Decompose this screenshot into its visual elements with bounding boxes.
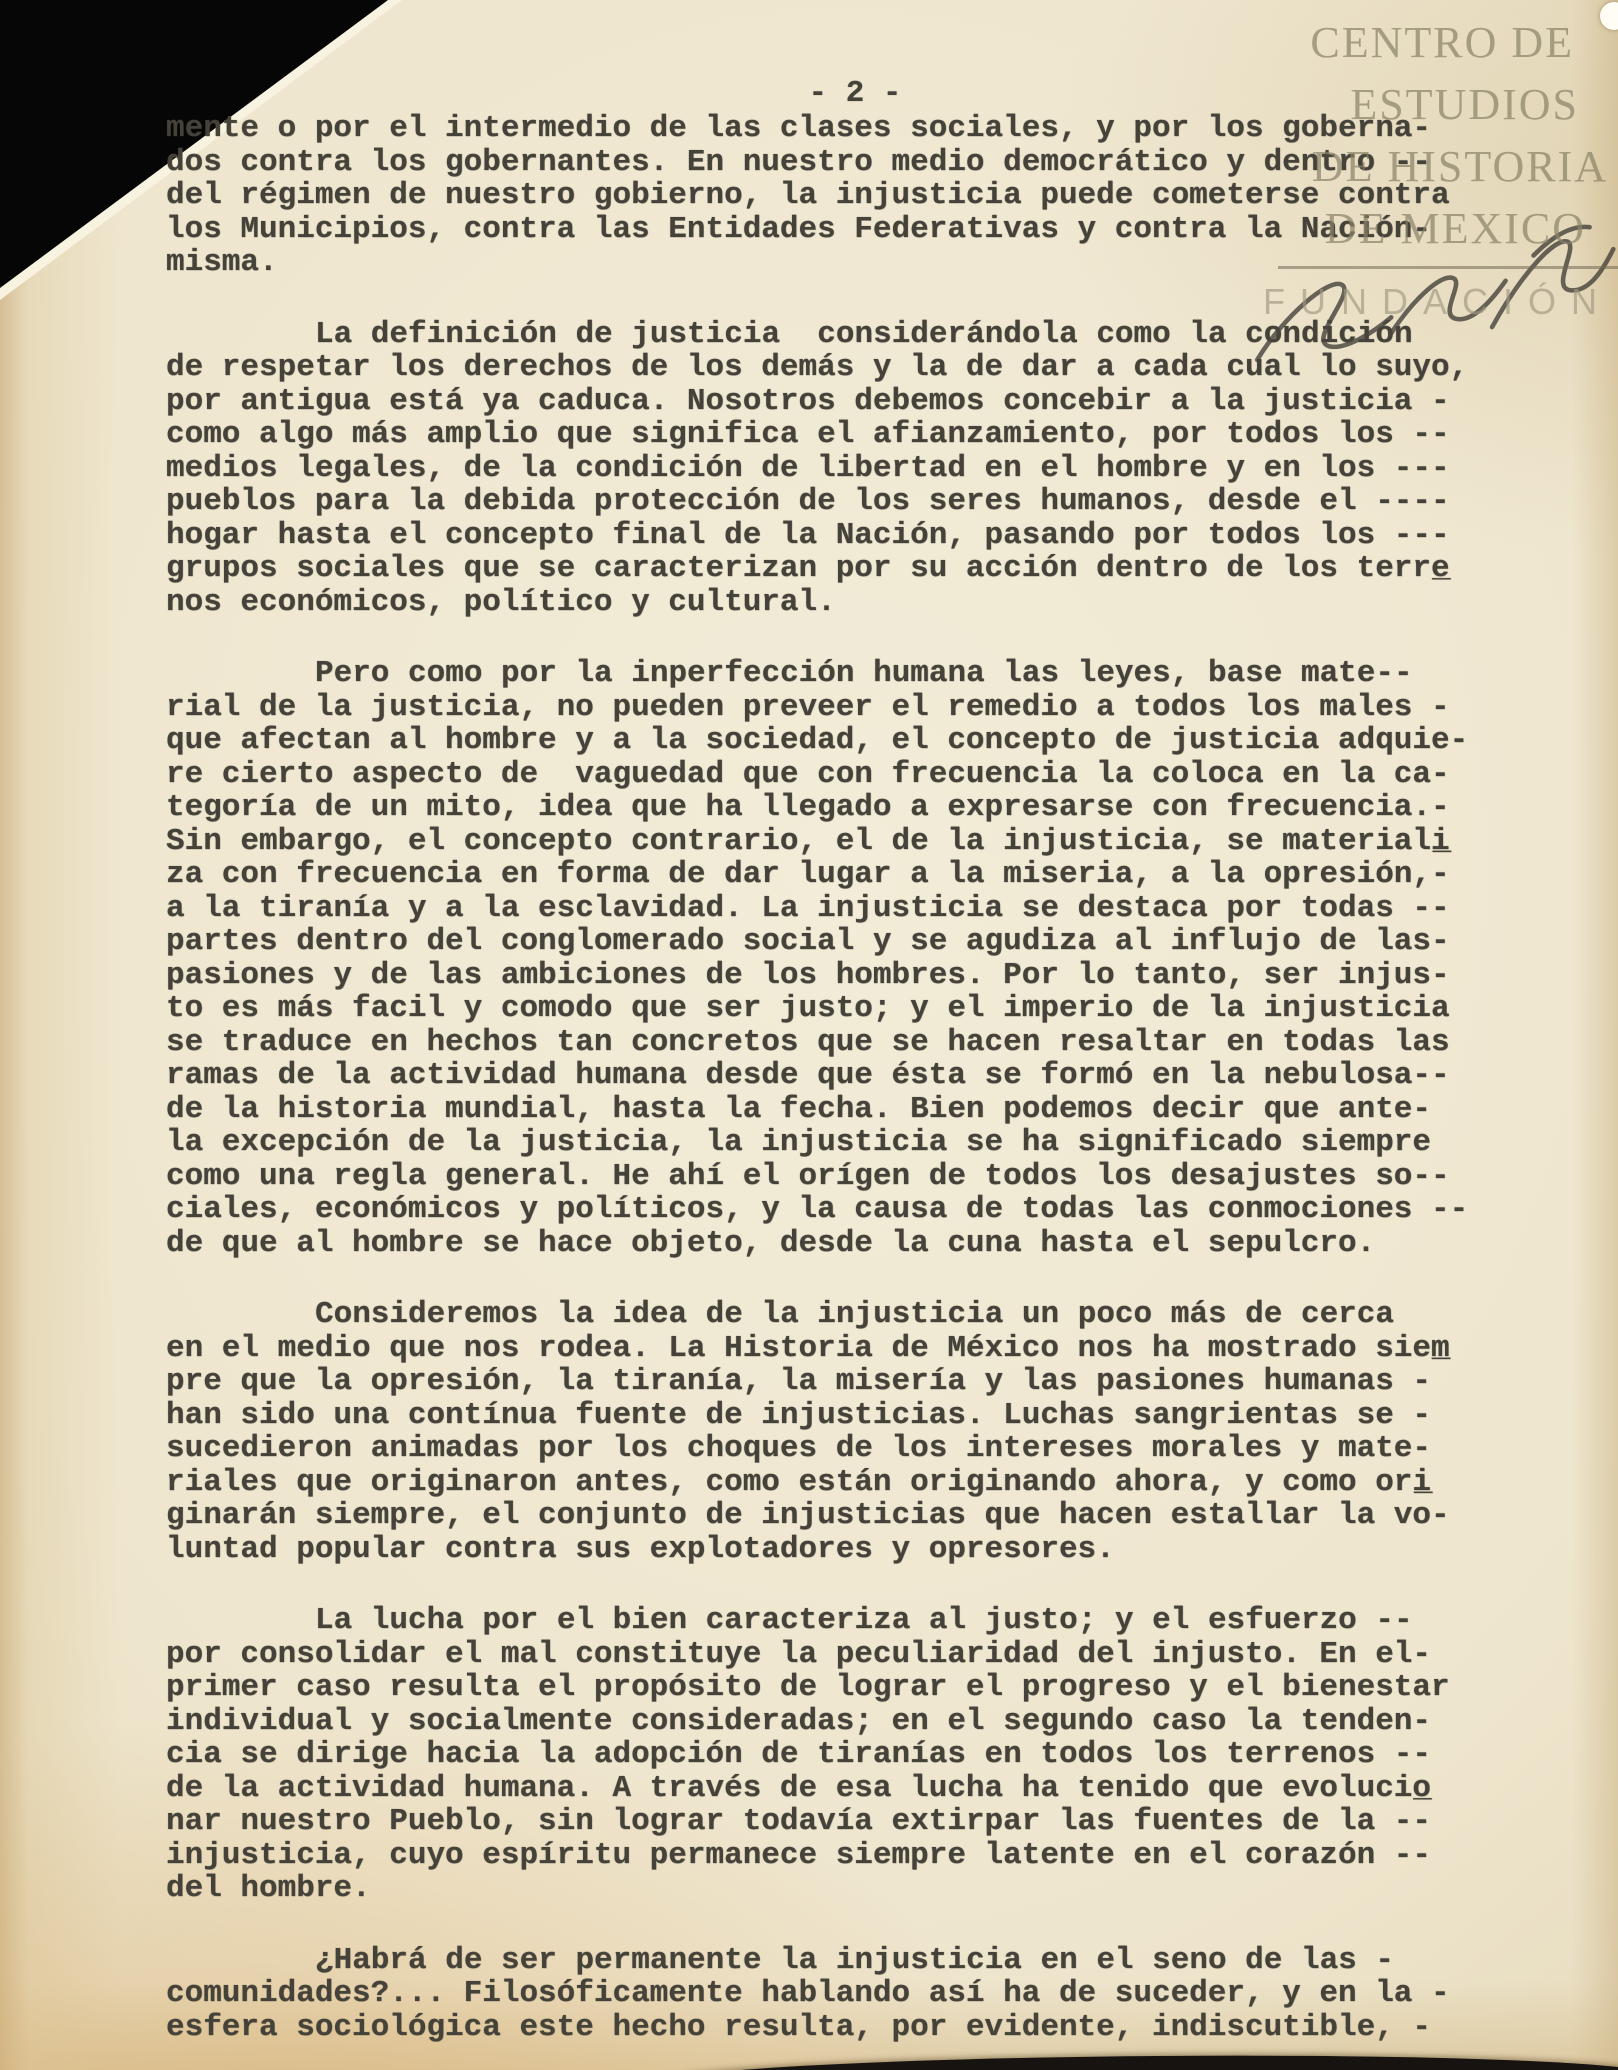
text-line: rial de la justicia, no pueden preveer el remedio a todos los males - — [166, 689, 1450, 725]
text-line: de respetar los derechos de los demás y la de dar a cada cual lo suyo, — [166, 350, 1469, 385]
text-line: riales que originaron antes, como están originando ahora, y como ori̲ — [166, 1464, 1432, 1500]
text-line: la excepción de la justicia, la injusticia se ha significado siempre — [166, 1125, 1432, 1160]
text-line: injusticia, cuyo espíritu permanece siempre latente en el corazón -- — [166, 1837, 1432, 1873]
text-line: partes dentro del conglomerado social y se agudiza al influjo de las- — [166, 924, 1450, 959]
text-line: pasiones y de las ambiciones de los hombres. Por lo tanto, ser injus- — [166, 957, 1450, 993]
typewritten-text-block — [166, 112, 1496, 2070]
text-line: grupos sociales que se caracterizan por su acción dentro de los terre̲ — [166, 551, 1450, 586]
text-line: de la historia mundial, hasta la fecha. Bien podemos decir que ante- — [166, 1091, 1432, 1127]
watermark-foundation-label: FUNDACIÓN — [1263, 281, 1612, 322]
text-line: primer caso resulta el propósito de lograr el progreso y el bienestar — [166, 1670, 1450, 1705]
text-line: se traduce en hechos tan concretos que se hacen resaltar en todas las — [166, 1024, 1450, 1060]
text-line: han sido una contínua fuente de injusticias. Luchas sangrientas se - — [166, 1397, 1432, 1433]
watermark-line: ESTUDIOS — [1350, 80, 1579, 129]
text-line: en el medio que nos rodea. La Historia de México nos ha mostrado siem̲ — [166, 1330, 1450, 1366]
text-line: Consideremos la idea de la injusticia un poco más de cerca — [315, 1297, 1394, 1332]
text-line: nos económicos, político y cultural. — [166, 584, 836, 620]
text-line: La definición de justicia considerándola como la condición — [315, 316, 1413, 352]
text-line: Sin embargo, el concepto contrario, el de la injusticia, se materiali̲ — [166, 823, 1450, 859]
text-line: luntad popular contra sus explotadores y opresores. — [166, 1531, 1115, 1567]
punch-hole — [1600, 2, 1618, 30]
text-line: nar nuestro Pueblo, sin lograr todavía extirpar las fuentes de la -- — [166, 1804, 1432, 1839]
text-line: del hombre. — [166, 1871, 371, 1906]
text-line: como una regla general. He ahí el orígen de todos los desajustes so-- — [166, 1158, 1450, 1194]
text-line: cia se dirige hacia la adopción de tiranías en todos los terrenos -- — [166, 1737, 1432, 1772]
text-line: individual y socialmente consideradas; en el segundo caso la tenden- — [166, 1703, 1432, 1739]
paragraph — [166, 1298, 1496, 1566]
paragraph — [166, 1604, 1496, 1906]
text-line: por consolidar el mal constituye la peculiaridad del injusto. En el- — [166, 1636, 1432, 1672]
text-line: de la actividad humana. A través de esa lucha ha tenido que evolucio̲ — [166, 1770, 1432, 1806]
text-line: to es más facil y comodo que ser justo; y el imperio de la injusticia — [166, 991, 1450, 1026]
text-line: del régimen de nuestro gobierno, la injusticia puede cometerse contra — [166, 178, 1450, 213]
watermark-line: DE HISTORIA — [1311, 142, 1608, 191]
text-line: La lucha por el bien caracteriza al justo; y el esfuerzo -- — [315, 1603, 1413, 1638]
text-line: misma. — [166, 245, 278, 280]
watermark-line: CENTRO DE — [1310, 18, 1574, 67]
page-number: - 2 - — [808, 76, 902, 111]
text-line: sucedieron animadas por los choques de los intereses morales y mate- — [166, 1431, 1432, 1466]
text-line: medios legales, de la condición de libertad en el hombre y en los --- — [166, 450, 1450, 486]
text-line: Pero como por la inperfección humana las leyes, base mate-- — [315, 656, 1413, 691]
text-line: a la tiranía y a la esclavidad. La injusticia se destaca por todas -- — [166, 890, 1450, 926]
text-line: ginarán siempre, el conjunto de injusticias que hacen estallar la vo- — [166, 1498, 1450, 1533]
text-line: como algo más amplio que significa el afianzamiento, por todos los -- — [166, 417, 1450, 452]
text-line: comunidades?... Filosóficamente hablando así ha de suceder, y en la - — [166, 1976, 1450, 2011]
text-line: hogar hasta el concepto final de la Nación, pasando por todos los --- — [166, 517, 1450, 553]
text-line: ramas de la actividad humana desde que ésta se formó en la nebulosa-- — [166, 1058, 1450, 1093]
text-line: los Municipios, contra las Entidades Federativas y contra la Nación- — [166, 211, 1432, 247]
text-line: por antigua está ya caduca. Nosotros debemos concebir a la justicia - — [166, 383, 1450, 419]
text-line: re cierto aspecto de vaguedad que con frecuencia la coloca en la ca- — [166, 756, 1450, 792]
text-line: za con frecuencia en forma de dar lugar a la miseria, a la opresión,- — [166, 857, 1450, 892]
text-line: esfera sociológica este hecho resulta, por evidente, indiscutible, - — [166, 2009, 1432, 2045]
text-line: de que al hombre se hace objeto, desde la cuna hasta el sepulcro. — [166, 1225, 1376, 1261]
text-line: tegoría de un mito, idea que ha llegado a expresarse con frecuencia.- — [166, 790, 1450, 825]
paragraph — [166, 1944, 1496, 2045]
watermark-line: DE MEXICO — [1324, 204, 1586, 253]
text-line: ciales, económicos y políticos, y la causa de todas las conmociones -- — [166, 1192, 1469, 1227]
text-line: que afectan al hombre y a la sociedad, el concepto de justicia adquie- — [166, 723, 1469, 758]
text-line: pre que la opresión, la tiranía, la misería y las pasiones humanas - — [166, 1364, 1432, 1399]
text-line: pueblos para la debida protección de los seres humanos, desde el ---- — [166, 484, 1450, 519]
text-line: dos contra los gobernantes. En nuestro medio democrático y dentro -- — [166, 144, 1432, 180]
text-line: ¿Habrá de ser permanente la injusticia en el seno de las - — [315, 1942, 1394, 1978]
paragraph — [166, 657, 1496, 1260]
text-line: mente o por el intermedio de las clases sociales, y por los goberna- — [166, 111, 1432, 146]
